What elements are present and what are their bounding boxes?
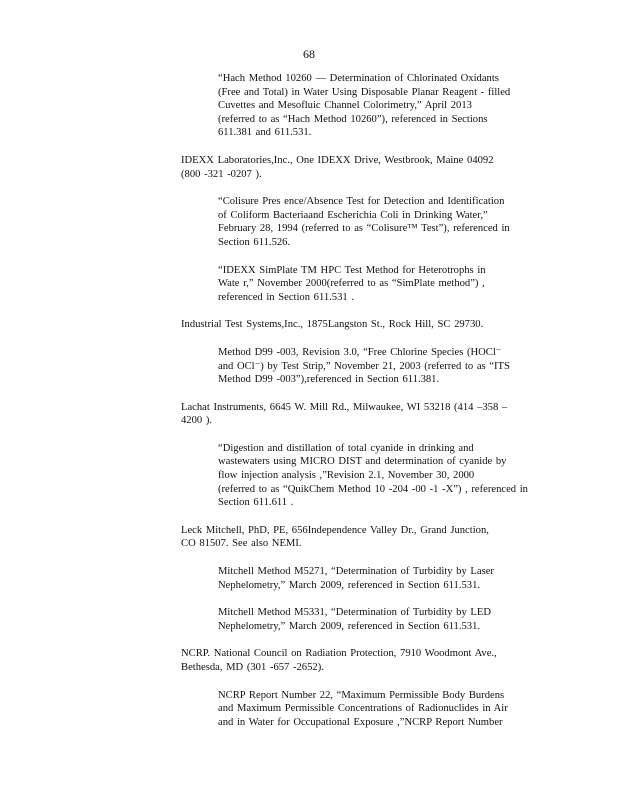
text-line: “Hach Method 10260 — Determination of Chlorinated Oxidants bbox=[218, 73, 499, 84]
text-line: 4200 ). bbox=[181, 415, 213, 427]
text-line: and in Water for Occupational Exposure ,”NCRP Report Number bbox=[218, 716, 503, 728]
lachat-instruments-organization bbox=[181, 401, 541, 428]
text-line: CO 81507. See also NEMI. bbox=[181, 538, 302, 550]
text-line: IDEXX Laboratories,Inc., One IDEXX Drive, Westbrook, Maine 04092 bbox=[181, 154, 494, 166]
text-line: NCRP. National Council on Radiation Protection, 7910 Woodmont Ave., bbox=[181, 648, 497, 660]
text-line: of Coliform Bacteriaand Escherichia Coli in Drinking Water,” bbox=[218, 209, 488, 221]
text-line: Leck Mitchell, PhD, PE, 656Independence Valley Dr., Grand Junction, bbox=[181, 524, 489, 536]
text-line: wastewaters using MICRO DIST and determination of cyanide by bbox=[218, 456, 507, 468]
text-line: “Colisure Pres ence/Absence Test for Detection and Identification bbox=[218, 196, 505, 208]
text-line: and OCl⁻) by Test Strip,” November 21, 2003 (referred to as “ITS bbox=[218, 360, 510, 372]
text-line: Bethesda, MD (301 -657 -2652). bbox=[181, 662, 324, 673]
mitchell-method-m5331-entry bbox=[218, 606, 542, 633]
text-line: (Free and Total) in Water Using Disposable Planar Reagent - filled bbox=[218, 86, 511, 98]
mitchell-method-m5271-entry bbox=[218, 565, 542, 592]
text-line: “IDEXX SimPlate TM HPC Test Method for Heterotrophs in bbox=[218, 264, 486, 276]
text-line: February 28, 1994 (referred to as “Colisure™ Test”), referenced in bbox=[218, 223, 510, 235]
text-line: Cuvettes and Mesofluic Channel Colorimetry,” April 2013 bbox=[218, 100, 472, 112]
text-line: “Digestion and distillation of total cyanide in drinking and bbox=[218, 442, 474, 454]
industrial-test-systems-organization bbox=[181, 318, 541, 332]
text-line: Nephelometry,” March 2009, referenced in Section 611.531. bbox=[218, 620, 481, 632]
text-line: Lachat Instruments, 6645 W. Mill Rd., Milwaukee, WI 53218 (414 –358 – bbox=[181, 401, 508, 413]
text-line: Method D99 -003”),referenced in Section 611.381. bbox=[218, 374, 440, 386]
text-line: Nephelometry,” March 2009, referenced in Section 611.531. bbox=[218, 579, 481, 591]
text-line: and Maximum Permissible Concentrations of Radionuclides in Air bbox=[218, 703, 508, 715]
text-line: Wate r,” November 2000(referred to as “SimPlate method”) , bbox=[218, 278, 485, 290]
simplate-method-entry bbox=[218, 264, 542, 305]
text-line: Mitchell Method M5271, “Determination of Turbidity by Laser bbox=[218, 566, 494, 578]
text-line: flow injection analysis ,”Revision 2.1, November 30, 2000 bbox=[218, 470, 475, 482]
text-line: (800 -321 -0207 ). bbox=[181, 168, 262, 180]
document-body bbox=[0, 72, 618, 729]
text-line: 611.381 and 611.531. bbox=[218, 127, 312, 139]
text-line: NCRP Report Number 22, “Maximum Permissible Body Burdens bbox=[218, 689, 505, 701]
text-line: Section 611.526. bbox=[218, 236, 291, 248]
colisure-test-entry bbox=[218, 195, 542, 249]
ncrp-report-22-entry bbox=[218, 689, 542, 730]
quikchem-method-entry bbox=[218, 442, 542, 510]
text-line: Mitchell Method M5331, “Determination of Turbidity by LED bbox=[218, 607, 491, 619]
text-line: Section 611.611 . bbox=[218, 497, 294, 509]
text-line: Method D99 -003, Revision 3.0, “Free Chlorine Species (HOCl⁻ bbox=[218, 346, 502, 358]
text-line: (referred to as “QuikChem Method 10 -204 -00 -1 -X”) , referenced in bbox=[218, 483, 528, 495]
page-number: 68 bbox=[303, 47, 315, 61]
text-line: (referred to as “Hach Method 10260”), referenced in Sections bbox=[218, 113, 488, 125]
hach-method-10260-entry bbox=[218, 72, 542, 140]
its-method-d99-003-entry bbox=[218, 346, 542, 387]
ncrp-organization bbox=[181, 647, 541, 674]
idexx-organization bbox=[181, 154, 541, 181]
text-line: Industrial Test Systems,Inc., 1875Langston St., Rock Hill, SC 29730. bbox=[181, 319, 484, 331]
text-line: referenced in Section 611.531 . bbox=[218, 291, 354, 303]
leck-mitchell-organization bbox=[181, 524, 541, 551]
